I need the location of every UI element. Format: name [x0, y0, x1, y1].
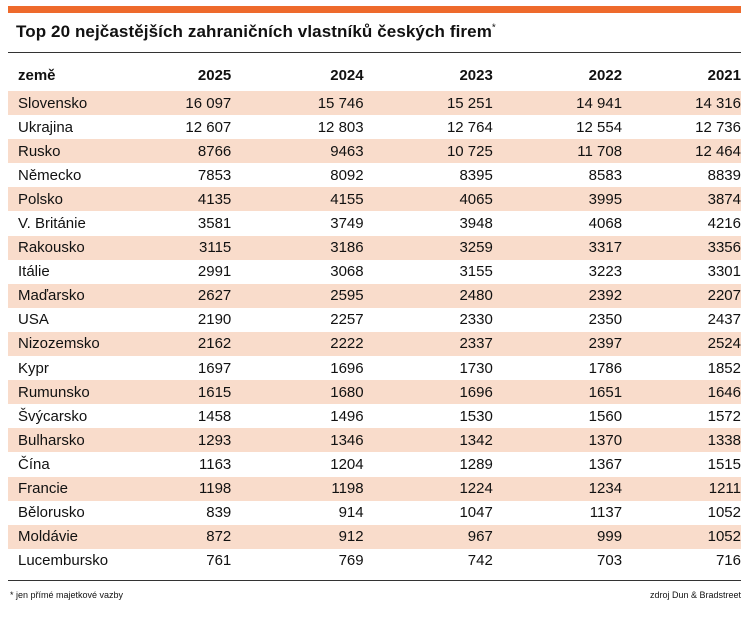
- country-cell: Francie: [8, 477, 157, 501]
- country-cell: Nizozemsko: [8, 332, 157, 356]
- value-cell: 2991: [197, 263, 232, 281]
- value-cell: 8766: [157, 139, 231, 163]
- source-note: zdroj Dun & Bradstreet: [649, 590, 741, 600]
- top-divider: [8, 52, 741, 53]
- value-cell: 2397: [493, 332, 622, 356]
- table-row: [8, 356, 741, 380]
- value-cell: 1696: [330, 359, 364, 377]
- value-cell: 1338: [622, 428, 741, 452]
- table-row: [8, 211, 741, 235]
- table-row: [8, 428, 741, 452]
- value-cell: 2480: [364, 284, 493, 308]
- value-cell: 1342: [364, 428, 493, 452]
- header-row: [8, 59, 741, 91]
- value-cell: 1572: [707, 407, 741, 425]
- value-cell: 1646: [622, 380, 741, 404]
- bottom-divider: [8, 580, 741, 581]
- column-header-year: 2025: [197, 66, 232, 84]
- value-cell: 1289: [459, 455, 493, 473]
- table-row: [8, 477, 741, 501]
- value-cell: 2524: [622, 332, 741, 356]
- value-cell: 703: [597, 552, 623, 570]
- value-cell: 1515: [707, 455, 741, 473]
- value-cell: 2627: [157, 284, 231, 308]
- value-cell: 4216: [707, 215, 741, 233]
- value-cell: 742: [467, 552, 493, 570]
- value-cell: 2337: [364, 332, 493, 356]
- value-cell: 12 554: [576, 118, 623, 136]
- value-cell: 1052: [622, 525, 741, 549]
- country-cell: Bulharsko: [8, 428, 157, 452]
- value-cell: 1346: [231, 428, 363, 452]
- column-header-country: země: [18, 66, 56, 84]
- value-cell: 839: [206, 504, 232, 522]
- title-footnote-marker: *: [491, 22, 496, 34]
- column-header-year: 2022: [588, 66, 623, 84]
- value-cell: 4065: [364, 187, 493, 211]
- value-cell: 2162: [157, 332, 231, 356]
- value-cell: 2207: [622, 284, 741, 308]
- country-cell: V. Británie: [18, 215, 86, 233]
- country-cell: Polsko: [8, 187, 157, 211]
- value-cell: 1697: [197, 359, 232, 377]
- country-cell: Rumunsko: [8, 380, 157, 404]
- country-cell: Ukrajina: [18, 118, 74, 136]
- table-row: [8, 91, 741, 115]
- table-title: [16, 22, 496, 42]
- value-cell: 1615: [157, 380, 231, 404]
- country-cell: Německo: [18, 166, 82, 184]
- value-cell: 1370: [493, 428, 622, 452]
- value-cell: 14 941: [493, 91, 622, 115]
- value-cell: 914: [338, 504, 364, 522]
- country-cell: USA: [18, 311, 49, 329]
- value-cell: 3581: [197, 215, 232, 233]
- value-cell: 1234: [493, 477, 622, 501]
- table-row: [8, 236, 741, 260]
- value-cell: 10 725: [364, 139, 493, 163]
- value-cell: 967: [364, 525, 493, 549]
- value-cell: 1530: [459, 407, 493, 425]
- value-cell: 769: [338, 552, 364, 570]
- value-cell: 12 803: [317, 118, 364, 136]
- country-cell: Maďarsko: [8, 284, 157, 308]
- value-cell: 16 097: [157, 91, 231, 115]
- value-cell: 8395: [459, 166, 493, 184]
- column-header-year: 2023: [459, 66, 493, 84]
- value-cell: 1560: [588, 407, 623, 425]
- value-cell: 1293: [157, 428, 231, 452]
- country-cell: Kypr: [18, 359, 49, 377]
- value-cell: 1052: [707, 504, 741, 522]
- value-cell: 3115: [157, 236, 231, 260]
- value-cell: 1137: [589, 504, 623, 522]
- value-cell: 912: [231, 525, 363, 549]
- table-row: [8, 549, 741, 573]
- country-cell: Švýcarsko: [18, 407, 88, 425]
- value-cell: 2222: [231, 332, 363, 356]
- table-row: [8, 380, 741, 404]
- table-row: [8, 525, 741, 549]
- value-cell: 3995: [493, 187, 622, 211]
- table-row: [8, 501, 741, 525]
- value-cell: 1458: [197, 407, 232, 425]
- value-cell: 3068: [330, 263, 364, 281]
- country-cell: Rusko: [8, 139, 157, 163]
- value-cell: 761: [206, 552, 232, 570]
- value-cell: 1651: [493, 380, 622, 404]
- value-cell: 8839: [707, 166, 741, 184]
- table-row: [8, 260, 741, 284]
- country-cell: Moldávie: [8, 525, 157, 549]
- value-cell: 1696: [364, 380, 493, 404]
- value-cell: 1786: [588, 359, 623, 377]
- country-cell: Lucembursko: [18, 552, 109, 570]
- value-cell: 1198: [157, 477, 231, 501]
- country-cell: Itálie: [18, 263, 50, 281]
- value-cell: 7853: [197, 166, 232, 184]
- value-cell: 2350: [588, 311, 623, 329]
- data-table: [8, 59, 741, 573]
- table-row: [8, 115, 741, 139]
- value-cell: 2392: [493, 284, 622, 308]
- value-cell: 3356: [622, 236, 741, 260]
- value-cell: 12 736: [695, 118, 741, 136]
- country-cell: Slovensko: [8, 91, 157, 115]
- value-cell: 15 251: [364, 91, 493, 115]
- accent-bar: [8, 6, 741, 13]
- table-row: [8, 404, 741, 428]
- value-cell: 9463: [231, 139, 363, 163]
- value-cell: 4155: [231, 187, 363, 211]
- value-cell: 1047: [459, 504, 493, 522]
- footnote: * jen přímé majetkové vazby: [10, 590, 124, 600]
- value-cell: 1211: [622, 477, 741, 501]
- value-cell: 3259: [364, 236, 493, 260]
- value-cell: 1224: [364, 477, 493, 501]
- table-row: [8, 284, 741, 308]
- column-header-year: 2021: [707, 66, 741, 84]
- table-row: [8, 139, 741, 163]
- value-cell: 1163: [199, 455, 232, 473]
- value-cell: 8583: [588, 166, 623, 184]
- value-cell: 1852: [707, 359, 741, 377]
- table-row: [8, 452, 741, 476]
- value-cell: 2257: [330, 311, 364, 329]
- value-cell: 1496: [330, 407, 364, 425]
- value-cell: 2190: [197, 311, 232, 329]
- value-cell: 2330: [459, 311, 493, 329]
- value-cell: 3948: [459, 215, 493, 233]
- value-cell: 3301: [707, 263, 741, 281]
- country-cell: Čína: [18, 455, 50, 473]
- value-cell: 3223: [588, 263, 623, 281]
- value-cell: 12 607: [185, 118, 232, 136]
- value-cell: 1198: [231, 477, 363, 501]
- value-cell: 11 708: [493, 139, 622, 163]
- table-row: [8, 163, 741, 187]
- country-cell: Rakousko: [8, 236, 157, 260]
- value-cell: 12 764: [446, 118, 493, 136]
- value-cell: 3186: [231, 236, 363, 260]
- table-row: [8, 187, 741, 211]
- value-cell: 4135: [157, 187, 231, 211]
- table-row: [8, 308, 741, 332]
- value-cell: 1367: [588, 455, 623, 473]
- value-cell: 3155: [459, 263, 493, 281]
- value-cell: 2595: [231, 284, 363, 308]
- value-cell: 12 464: [622, 139, 741, 163]
- value-cell: 2437: [707, 311, 741, 329]
- value-cell: 3874: [622, 187, 741, 211]
- value-cell: 1680: [231, 380, 363, 404]
- value-cell: 3749: [330, 215, 364, 233]
- column-header-year: 2024: [330, 66, 364, 84]
- value-cell: 999: [493, 525, 622, 549]
- value-cell: 1204: [330, 455, 364, 473]
- value-cell: 4068: [588, 215, 623, 233]
- title-text: Top 20 nejčastějších zahraničních vlastníků českých firem: [16, 22, 492, 41]
- value-cell: 3317: [493, 236, 622, 260]
- table-row: [8, 332, 741, 356]
- value-cell: 14 316: [622, 91, 741, 115]
- value-cell: 872: [157, 525, 231, 549]
- value-cell: 15 746: [231, 91, 363, 115]
- value-cell: 1730: [459, 359, 493, 377]
- table-body: [8, 91, 741, 573]
- value-cell: 8092: [330, 166, 364, 184]
- value-cell: 716: [715, 552, 741, 570]
- country-cell: Bělorusko: [18, 504, 85, 522]
